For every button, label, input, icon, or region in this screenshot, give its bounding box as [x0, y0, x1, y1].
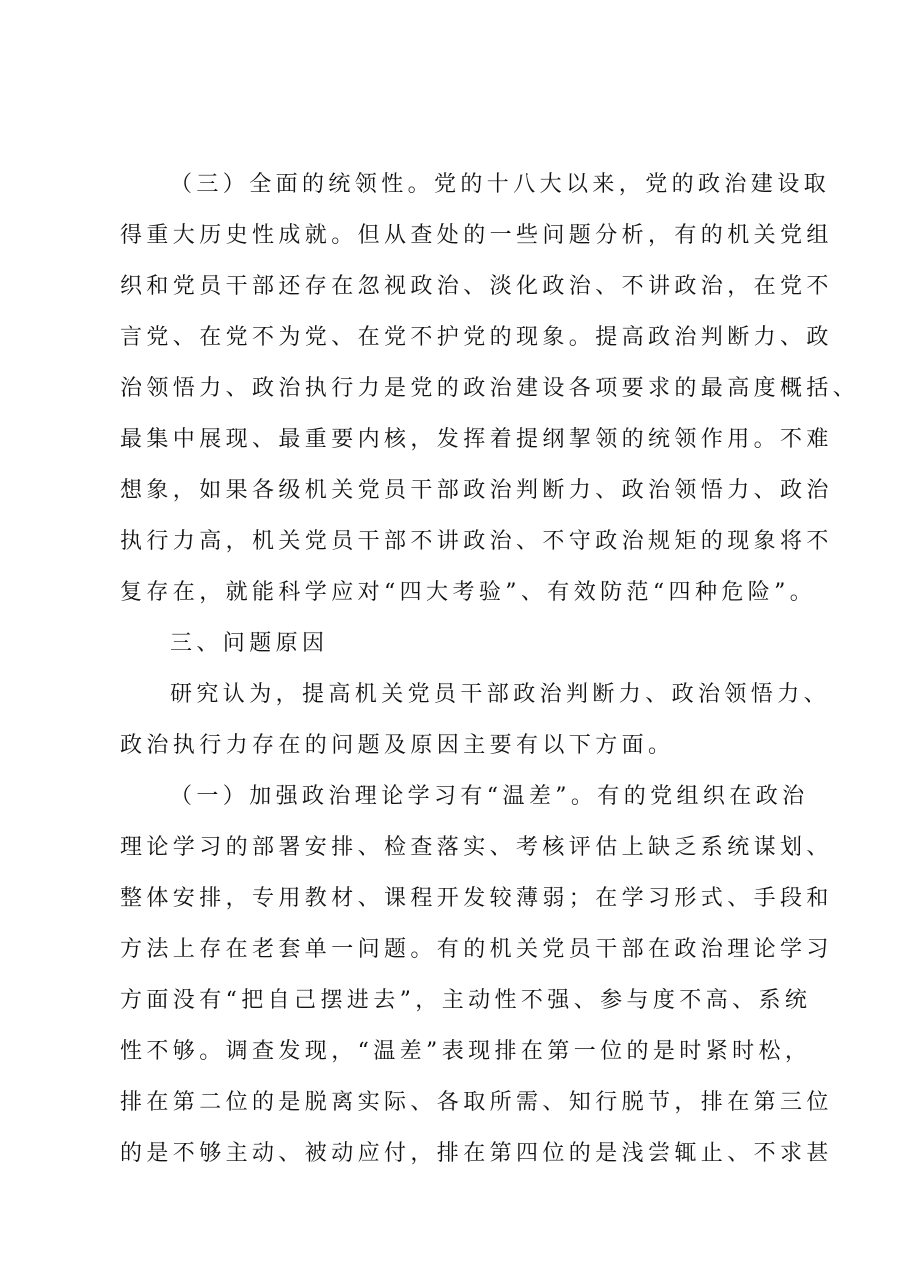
paragraph-line: 性不够。调查发现，“温差”表现排在第一位的是时紧时松， — [120, 1039, 812, 1064]
paragraph-line: 排在第二位的是脱离实际、各取所需、知行脱节，排在第三位 — [120, 1090, 833, 1115]
paragraph-line: （三）全面的统领性。党的十八大以来，党的政治建设取 — [170, 172, 831, 197]
paragraph-line: 复存在，就能科学应对“四大考验”、有效防范“四种危险”。 — [120, 580, 817, 605]
paragraph-line: 得重大历史性成就。但从查处的一些问题分析，有的机关党组 — [120, 223, 833, 248]
paragraph-line: 最集中展现、最重要内核，发挥着提纲挈领的统领作用。不难 — [120, 427, 833, 452]
section-heading: 三、问题原因 — [170, 631, 329, 656]
paragraph-line: 方面没有“把自己摆进去”，主动性不强、参与度不高、系统 — [120, 988, 812, 1013]
paragraph-line: 想象，如果各级机关党员干部政治判断力、政治领悟力、政治 — [120, 478, 833, 503]
paragraph-line: 的是不够主动、被动应付，排在第四位的是浅尝辄止、不求甚 — [120, 1141, 833, 1166]
paragraph-line: 方法上存在老套单一问题。有的机关党员干部在政治理论学习 — [120, 937, 833, 962]
paragraph-line: 言党、在党不为党、在党不护党的现象。提高政治判断力、政 — [120, 325, 833, 350]
paragraph-line: 研究认为，提高机关党员干部政治判断力、政治领悟力、 — [170, 682, 831, 707]
paragraph-line: 政治执行力存在的问题及原因主要有以下方面。 — [120, 733, 675, 758]
paragraph-line: 织和党员干部还存在忽视政治、淡化政治、不讲政治，在党不 — [120, 274, 833, 299]
paragraph-line: 执行力高，机关党员干部不讲政治、不守政治规矩的现象将不 — [120, 529, 833, 554]
paragraph-line: 治领悟力、政治执行力是党的政治建设各项要求的最高度概括、 — [120, 376, 860, 401]
paragraph-line: （一）加强政治理论学习有“温差”。有的党组织在政治 — [170, 784, 809, 809]
paragraph-line: 理论学习的部署安排、检查落实、考核评估上缺乏系统谋划、 — [120, 835, 833, 860]
paragraph-line: 整体安排，专用教材、课程开发较薄弱；在学习形式、手段和 — [120, 886, 833, 911]
